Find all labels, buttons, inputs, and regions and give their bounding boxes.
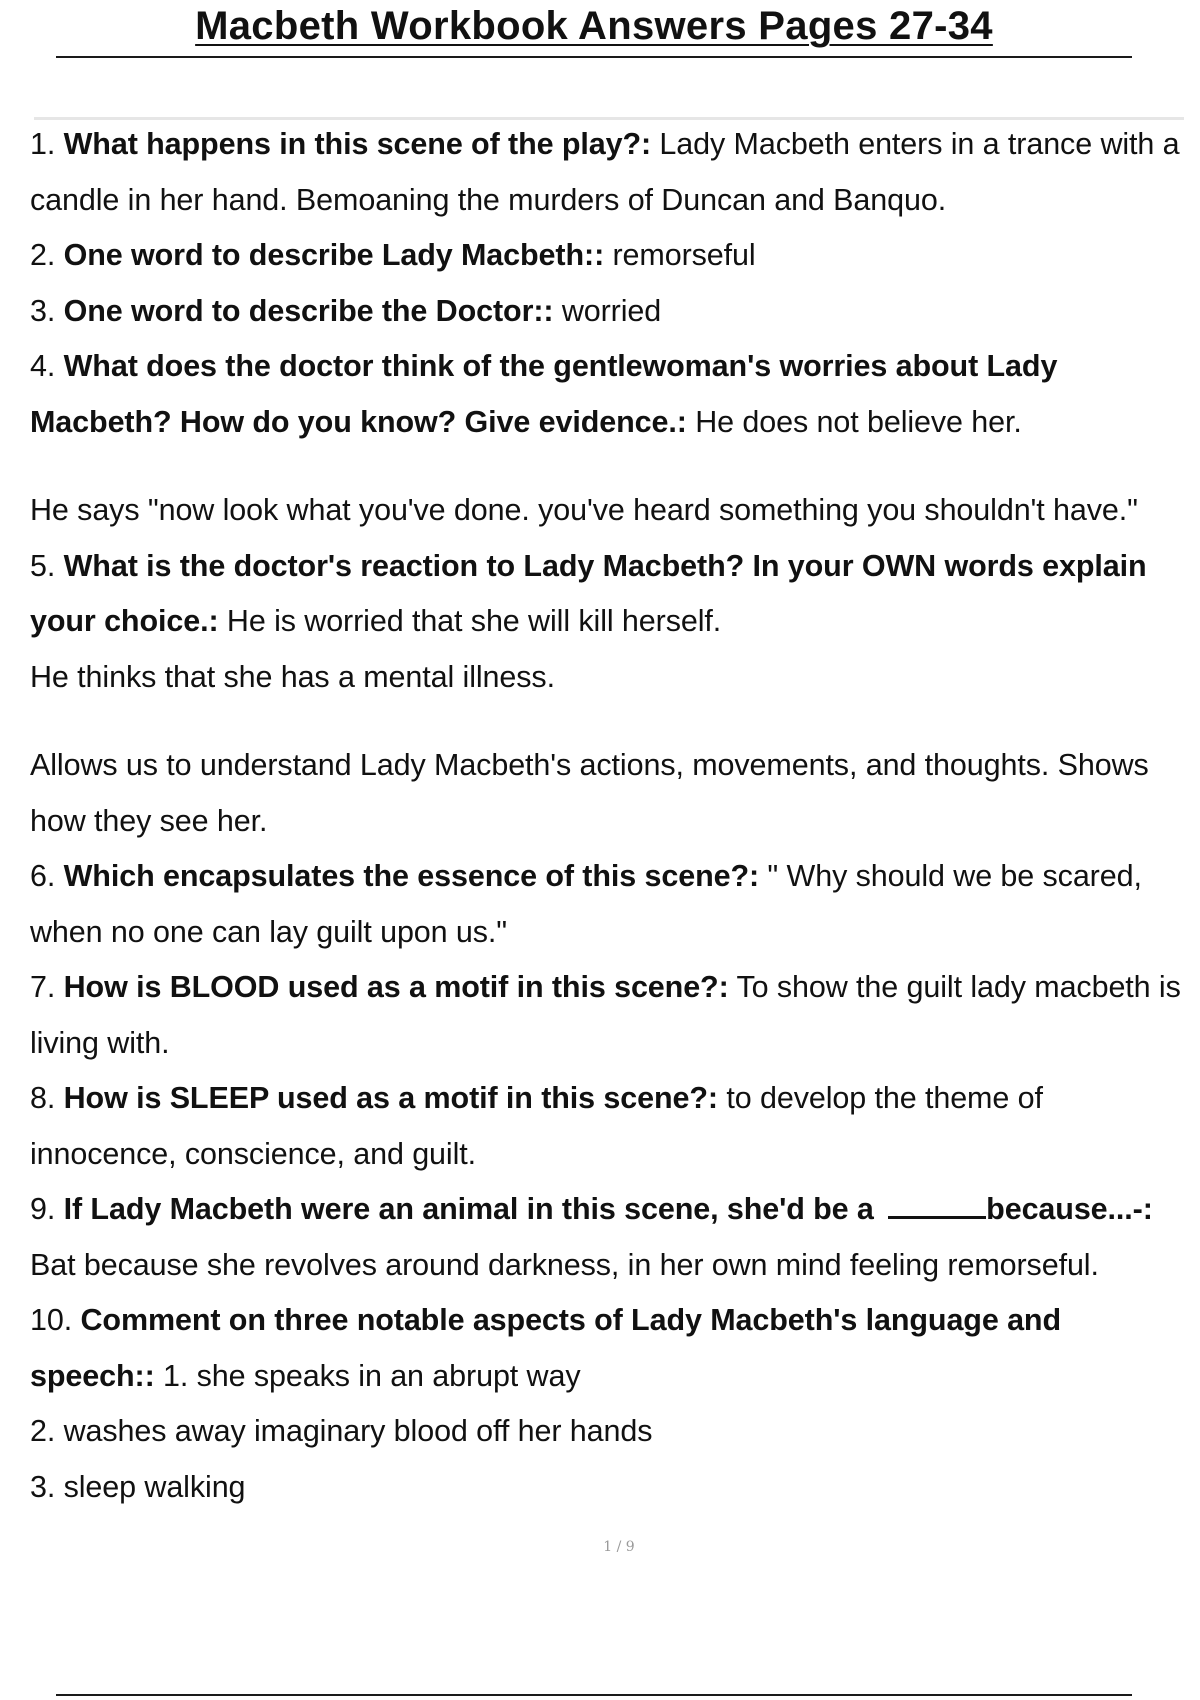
title-header: [56, 0, 1132, 58]
question-text: How is SLEEP used as a motif in this scene?:: [63, 1081, 718, 1115]
qa-item-2: [30, 228, 1192, 284]
qa-item-10: [30, 1293, 1192, 1404]
qa-list: [30, 117, 1192, 1515]
item-number: 1.: [30, 127, 56, 161]
item-number: 6.: [30, 859, 56, 893]
qa-item-7: [30, 960, 1192, 1071]
answer-text: He does not believe her.: [686, 404, 1022, 439]
qa-item-6: [30, 849, 1192, 960]
document-title: Macbeth Workbook Answers Pages 27-34: [195, 4, 993, 48]
question-text: Which encapsulates the essence of this scene?:: [63, 859, 760, 893]
answer-text: He is worried that she will kill herself.: [218, 604, 722, 638]
qa-item-1: [30, 117, 1192, 228]
answer-text: " Why should we be scared, when no one can lay guilt upon us.": [30, 859, 1142, 949]
answer-continuation: Allows us to understand Lady Macbeth's actions, movements, and thoughts. Shows how they see her.: [30, 748, 1149, 838]
item-number: 3.: [30, 293, 56, 328]
paragraph-gap: [30, 450, 1192, 483]
item-number: 9.: [30, 1192, 56, 1226]
answer-text: to develop the theme of innocence, conscience, and guilt.: [30, 1081, 1043, 1171]
item-number: 4.: [30, 349, 56, 383]
qa-item-3: [30, 284, 1192, 340]
answer-text: 1. she speaks in an abrupt way: [154, 1358, 581, 1393]
answer-text: worried: [553, 293, 662, 328]
paragraph-gap: [30, 705, 1192, 738]
question-text: What happens in this scene of the play?:: [63, 127, 652, 161]
question-text: What is the doctor's reaction to Lady Macbeth? In your OWN words explain your choice.:: [30, 548, 1147, 638]
question-text: Comment on three notable aspects of Lady Macbeth's language and speech::: [30, 1303, 1061, 1393]
qa-item-8: [30, 1071, 1192, 1182]
qa-item-9: [30, 1182, 1192, 1293]
footer-rule: [56, 1694, 1132, 1696]
fill-in-blank: [888, 1215, 986, 1219]
item-number: 10.: [30, 1303, 73, 1337]
item-number: 5.: [30, 548, 56, 583]
answer-text: remorseful: [604, 238, 756, 272]
answer-continuation: 3. sleep walking: [30, 1469, 246, 1504]
question-text: What does the doctor think of the gentlewoman's worries about Lady Macbeth? How do you know? Give evidence.:: [30, 349, 1058, 439]
qa-item-5: [30, 539, 1192, 650]
question-text: One word to describe the Doctor::: [63, 293, 554, 328]
answer-continuation: He says "now look what you've done. you've heard something you shouldn't have.": [30, 493, 1138, 527]
answer-text: To show the guilt lady macbeth is living with.: [30, 970, 1181, 1060]
question-text: How is BLOOD used as a motif in this scene?:: [63, 970, 729, 1004]
answer-text: Bat because she revolves around darkness, in her own mind feeling remorseful.: [30, 1247, 1099, 1282]
question-text-end: because...-:: [986, 1192, 1153, 1226]
page-number: 1 / 9: [603, 1539, 635, 1555]
answer-continuation: He thinks that she has a mental illness.: [30, 659, 555, 694]
question-text: If Lady Macbeth were an animal in this scene, she'd be a: [63, 1192, 874, 1226]
item-number: 8.: [30, 1081, 56, 1115]
item-number: 2.: [30, 238, 56, 272]
item-number: 7.: [30, 970, 56, 1004]
answer-continuation: 2. washes away imaginary blood off her hands: [30, 1414, 653, 1448]
answer-text: Lady Macbeth enters in a trance with a candle in her hand. Bemoaning the murders of Duncan and Banquo.: [30, 127, 1180, 217]
question-text: One word to describe Lady Macbeth::: [63, 238, 605, 272]
qa-item-4: [30, 339, 1192, 450]
